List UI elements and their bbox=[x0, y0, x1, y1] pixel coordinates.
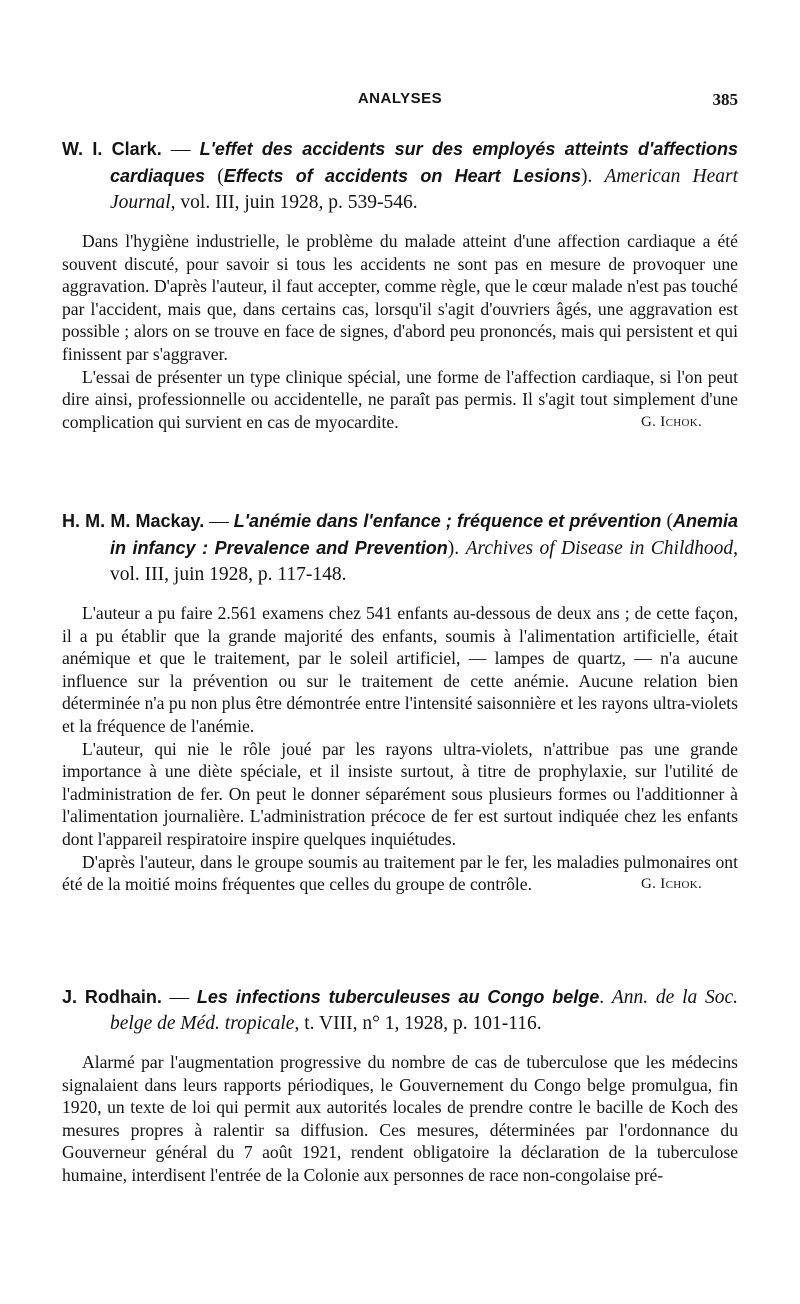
dash: — bbox=[161, 139, 200, 160]
paragraph: Alarmé par l'augmentation progressive du nombre de cas de tuberculose que les médecins signalaient dans leurs rapports périodiques, le Gouvernement du Congo belge promulgua, fin 1920, un texte de loi qui permit aux autorités locales de prendre contre le bacille de Koch des mesures propres à ralentir sa diffusion. Ces mesures, déterminées par l'ordonnance du Gouverneur général du 7 août 1921, rendent obligatoire la déclaration de la tuberculose humaine, interdisent l'entrée de la Colonie aux personnes de race non-congolaise pré- bbox=[62, 1052, 738, 1185]
title-french: L'anémie dans l'enfance ; fréquence et prévention bbox=[233, 511, 662, 531]
author: H. M. M. Mackay. bbox=[62, 511, 205, 531]
author: J. Rodhain. bbox=[62, 987, 162, 1007]
title-french: L'effet des accidents sur des employés atteints d'affections cardiaques bbox=[110, 139, 739, 186]
title-english: Effects of accidents on Heart Lesions bbox=[223, 166, 581, 186]
review-mackay bbox=[62, 508, 738, 896]
journal-name: American Heart Journal bbox=[110, 166, 738, 213]
review-clark bbox=[62, 136, 738, 433]
journal-name: Archives of Disease in Childhood bbox=[465, 538, 734, 559]
review-body bbox=[62, 602, 738, 896]
title-french: Les infections tuberculeuses au Congo belge bbox=[196, 987, 600, 1007]
dash: — bbox=[204, 511, 234, 532]
review-body bbox=[62, 1051, 738, 1187]
running-head bbox=[62, 90, 738, 114]
signature: G. Ichok. bbox=[641, 876, 702, 893]
citation-details: , t. VIII, n° 1, 1928, p. 101-116. bbox=[294, 1013, 542, 1034]
citation-details: , vol. III, juin 1928, p. 117-148. bbox=[110, 538, 738, 585]
review-rodhain bbox=[62, 984, 738, 1187]
paragraph bbox=[62, 851, 738, 896]
running-title: ANALYSES bbox=[357, 90, 443, 107]
signature: G. Ichok. bbox=[641, 413, 702, 430]
paragraph: L'auteur, qui nie le rôle joué par les rayons ultra-violets, n'attribue pas une grande importance à une diète spéciale, et il insiste surtout, à titre de prophylaxie, sur l'utilité de l'administration de fer. On peut le donner séparément sous plusieurs formes ou l'additionner à l'alimentation journalière. L'administration précoce de fer est surtout indiquée chez les enfants dont l'appareil respiratoire inspire quelques inquiétudes. bbox=[62, 738, 738, 849]
page-number: 385 bbox=[712, 90, 738, 109]
author: W. I. Clark. bbox=[62, 139, 162, 159]
paragraph: L'auteur a pu faire 2.561 examens chez 541 enfants au-dessous de deux ans ; de cette façon, il a pu établir que la grande majorité des enfants, soumis à l'alimentation artificielle, était anémique et que le traitement, par le soleil artificiel, — lampes de quartz, — n'a aucune influence sur la prévention ou sur le traitement de cette anémie. Aucune relation bien déterminée n'a pu non plus être démontrée entre l'intensité saisonnière et les rayons ultra-violets et la fréquence de l'anémie. bbox=[62, 603, 738, 736]
title-english: Anemia in infancy : Prevalence and Prevention bbox=[110, 511, 738, 558]
citation-details: , vol. III, juin 1928, p. 539-546. bbox=[170, 192, 418, 213]
paragraph-text: D'après l'auteur, dans le groupe soumis au traitement par le fer, les maladies pulmonaires ont été de la moitié moins fréquentes que celles du groupe de contrôle. bbox=[62, 851, 738, 895]
paragraph: Dans l'hygiène industrielle, le problème du malade atteint d'une affection cardiaque a été souvent discuté, pour savoir si tous les accidents ne sont pas en mesure de provoquer une aggravation. D'après l'auteur, il faut accepter, comme règle, que le cœur malade n'est pas touché par l'accident, mais que, dans certains cas, lorsqu'il s'agit d'ouvriers âgés, une aggravation est possible ; alors on se trouve en face de signes, d'abord peu prononcés, mais qui persistent et qui finissent par s'aggraver. bbox=[62, 231, 738, 364]
dash: — bbox=[161, 987, 197, 1008]
citation: W. I. Clark. — L'effet des accidents sur des employés atteints d'affections cardiaques (Effects of accidents on Heart Lesions). American Heart Journal, vol. III, juin 1928, p. 539-546. bbox=[62, 139, 739, 213]
citation: H. M. M. Mackay. — L'anémie dans l'enfance ; fréquence et prévention (Anemia in infancy : Prevalence and Prevention). Archives of Disease in Childhood, vol. III, juin 1928, p. 117-148. bbox=[62, 511, 738, 585]
journal-name: Ann. de la Soc. belge de Méd. tropicale bbox=[110, 987, 739, 1034]
review-body bbox=[62, 230, 738, 433]
paragraph bbox=[62, 366, 738, 434]
citation: J. Rodhain. — Les infections tuberculeuses au Congo belge. Ann. de la Soc. belge de Méd. tropicale, t. VIII, n° 1, 1928, p. 101-116. bbox=[62, 987, 739, 1034]
paragraph-text: L'essai de présenter un type clinique spécial, une forme de l'affection cardiaque, si l'on peut dire ainsi, professionnelle ou accidentelle, ne paraît pas permis. Il s'agit tout simplement d'une complication qui survient en cas de myocardite. bbox=[62, 366, 738, 432]
